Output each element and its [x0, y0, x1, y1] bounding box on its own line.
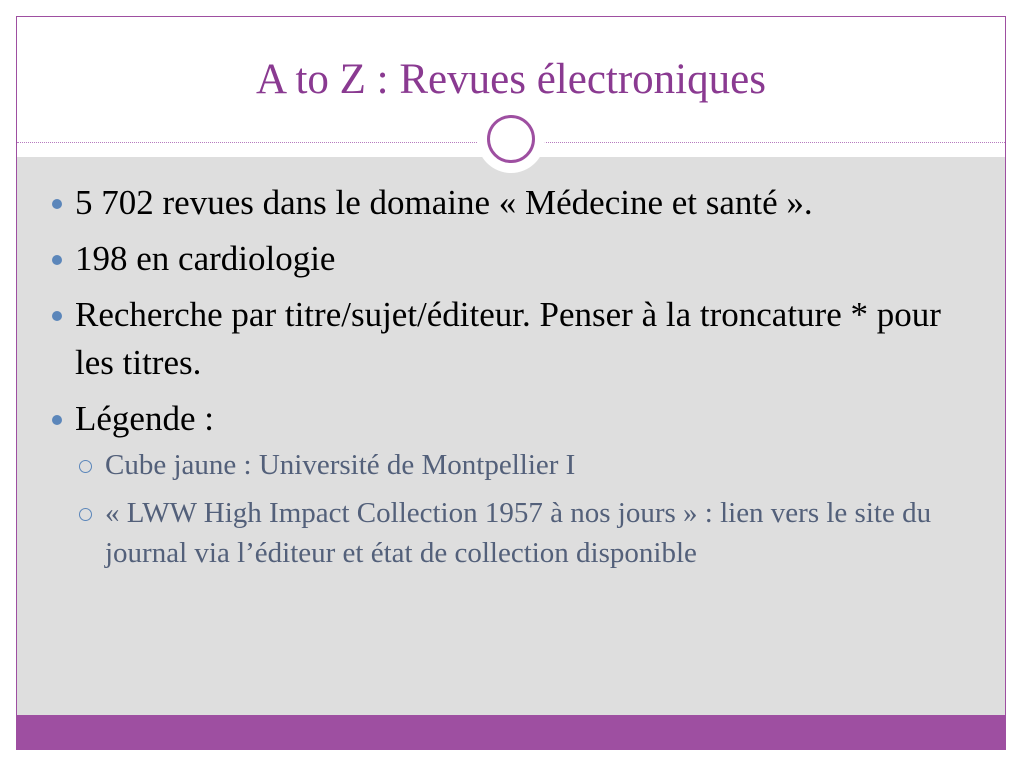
bullet-text: Légende :: [75, 399, 214, 438]
hollow-circle-icon: [79, 508, 92, 521]
bullet-list: [49, 179, 954, 581]
sub-bullet-text: « LWW High Impact Collection 1957 à nos jours » : lien vers le site du journal via l’éditeur et état de collection disponible: [105, 497, 932, 569]
footer-bar: [17, 715, 1005, 750]
ring-ornament-icon: [487, 115, 535, 163]
bullet-text: 5 702 revues dans le domaine « Médecine et santé ».: [75, 183, 813, 222]
bullet-dot-icon: [52, 199, 62, 209]
slide: [16, 16, 1006, 750]
bullet-text: 198 en cardiologie: [75, 239, 336, 278]
legend-sub-list: [75, 445, 954, 573]
bullet-item-revues: [49, 179, 954, 227]
sub-bullet-lww: [75, 493, 954, 573]
bullet-item-cardiologie: [49, 235, 954, 283]
sub-bullet-cube-jaune: [75, 445, 954, 485]
bullet-dot-icon: [52, 311, 62, 321]
bullet-dot-icon: [52, 415, 62, 425]
bullet-dot-icon: [52, 255, 62, 265]
bullet-item-legende: [49, 395, 954, 573]
bullet-item-recherche: [49, 291, 954, 387]
bullet-text: Recherche par titre/sujet/éditeur. Penser à la troncature * pour les titres.: [75, 295, 941, 382]
slide-title: A to Z : Revues électroniques: [256, 56, 766, 103]
sub-bullet-text: Cube jaune : Université de Montpellier I: [105, 449, 576, 481]
hollow-circle-icon: [79, 460, 92, 473]
